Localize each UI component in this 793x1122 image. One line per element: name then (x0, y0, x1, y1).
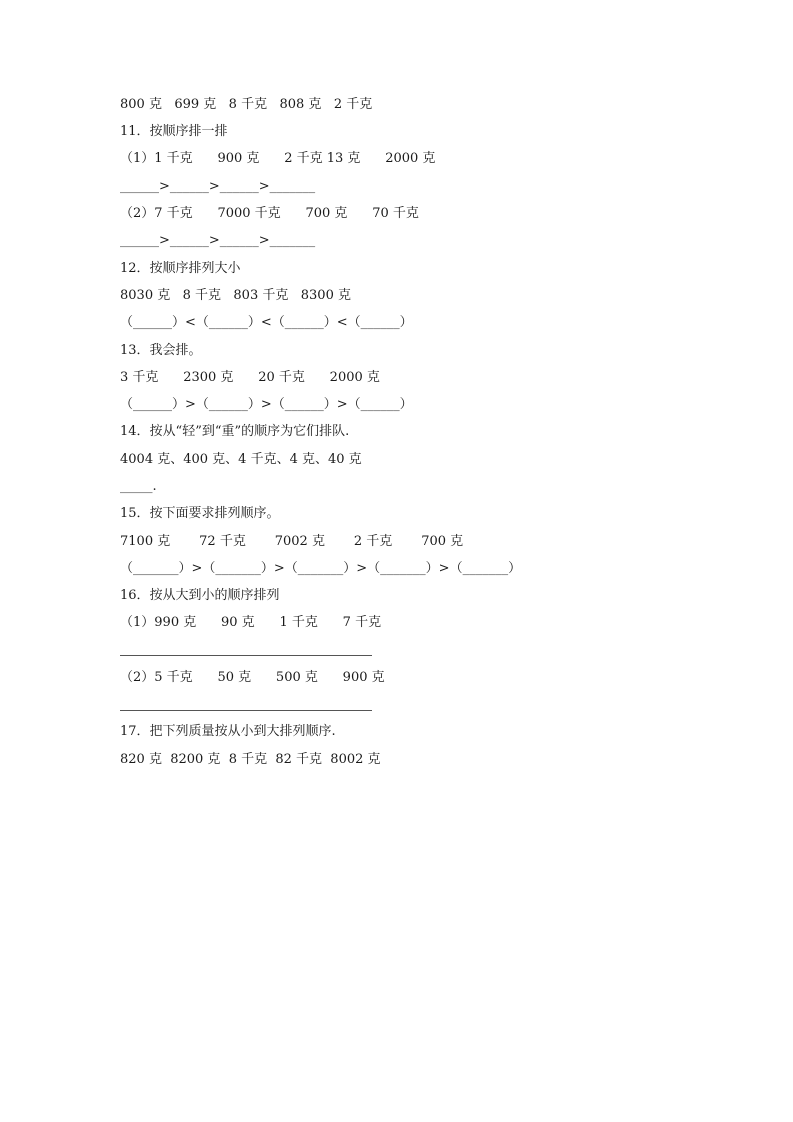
q14-answer: _____. (120, 479, 157, 494)
q15-items: 7100 克 72 千克 7002 克 2 千克 700 克 (120, 534, 464, 549)
q13-answer: （______）>（______）>（______）>（______） (120, 397, 413, 412)
q16-title: 16．按从大到小的顺序排列 (120, 588, 280, 603)
q14-items: 4004 克、400 克、4 千克、4 克、40 克 (120, 452, 362, 467)
q14-title: 14．按从“轻”到“重”的顺序为它们排队. (120, 424, 350, 439)
q13-items: 3 千克 2300 克 20 千克 2000 克 (120, 370, 380, 385)
q11-part2-items: （2）7 千克 7000 千克 700 克 70 千克 (120, 206, 419, 221)
q10-items: 800 克 699 克 8 千克 808 克 2 千克 (120, 97, 373, 112)
q11-part1-items: （1）1 千克 900 克 2 千克 13 克 2000 克 (120, 151, 436, 166)
q11-title: 11．按顺序排一排 (120, 124, 228, 139)
q13-title: 13．我会排。 (120, 343, 202, 358)
q16-part2-answer-line (120, 710, 372, 711)
q15-answer: （_______）>（_______）>（_______）>（_______）>（_______） (120, 561, 522, 576)
q12-title: 12．按顺序排列大小 (120, 261, 241, 276)
q16-part1-answer-line (120, 655, 372, 656)
q12-items: 8030 克 8 千克 803 千克 8300 克 (120, 288, 351, 303)
q11-part2-answer: ______>______>______>_______ (120, 233, 316, 248)
q17-items: 820 克 8200 克 8 千克 82 千克 8002 克 (120, 752, 381, 767)
q15-title: 15．按下面要求排列顺序。 (120, 506, 280, 521)
q12-answer: （______）<（______）<（______）<（______） (120, 315, 413, 330)
q16-part1-items: （1）990 克 90 克 1 千克 7 千克 (120, 615, 382, 630)
q16-part2-items: （2）5 千克 50 克 500 克 900 克 (120, 670, 385, 685)
q11-part1-answer: ______>______>______>_______ (120, 179, 316, 194)
q17-title: 17．把下列质量按从小到大排列顺序. (120, 724, 336, 739)
